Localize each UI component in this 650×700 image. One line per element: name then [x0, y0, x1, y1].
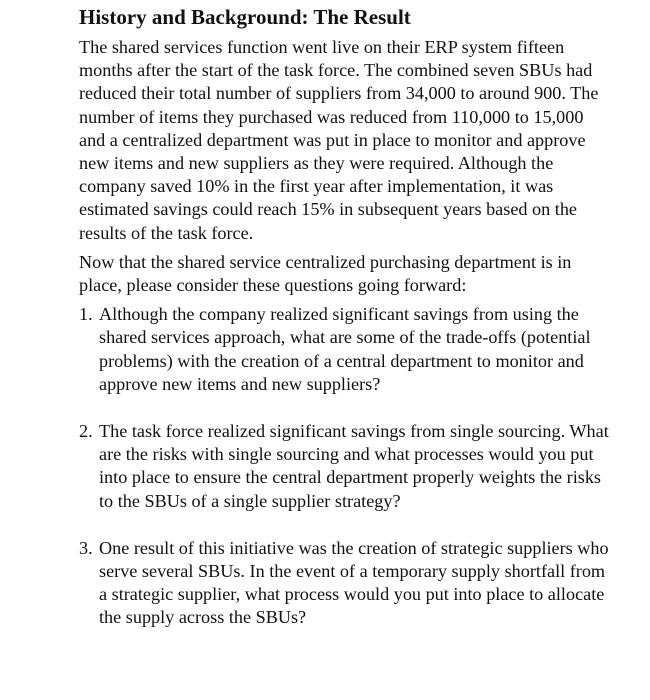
question-number: 1.	[79, 304, 93, 325]
section-heading: History and Background: The Result	[79, 5, 411, 29]
question-text: Although the company realized significant savings from using the shared services approach, what are some of the trade-offs (potential problems) with the creation of a central department to monitor and approve new items and new suppliers?	[99, 304, 591, 394]
question-number: 2.	[79, 421, 93, 442]
result-paragraph: The shared services function went live on their ERP system fifteen months after the start of the task force. The combined seven SBUs had reduced their total number of suppliers from 34,000 to around 900. The number of items they purchased was reduced from 110,000 to 15,000 and a centralized department was put in place to monitor and approve new items and new suppliers as they were required. Although the company saved 10% in the first year after implementation, it was estimated savings could reach 15% in subsequent years based on the results of the task force.	[79, 37, 599, 243]
question-item-2	[79, 420, 610, 513]
question-text: One result of this initiative was the creation of strategic suppliers who serve several SBUs. In the event of a temporary supply shortfall from a strategic supplier, what process would you put into place to allocate the supply across the SBUs?	[99, 537, 609, 628]
question-item-1	[79, 303, 610, 396]
question-text: The task force realized significant savings from single sourcing. What are the risks with single sourcing and what processes would you put into place to ensure the central department properly weights the risks to the SBUs of a single supplier strategy?	[99, 421, 609, 511]
question-number: 3.	[79, 537, 93, 558]
intro-paragraph: Now that the shared service centralized purchasing department is in place, please consider these questions going forward:	[79, 251, 572, 296]
question-item-3	[79, 537, 610, 630]
spacer	[79, 513, 610, 537]
spacer	[79, 396, 610, 420]
